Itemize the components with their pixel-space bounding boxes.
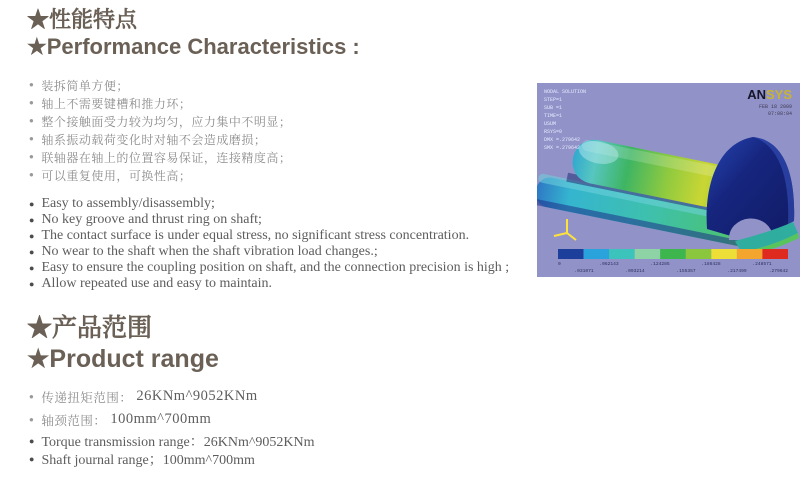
bullet-icon: ● (29, 278, 35, 289)
list-item-text: Easy to assembly/disassembly; (41, 196, 215, 211)
list-item-text: 装拆简单方便； (41, 78, 129, 93)
list-item-text: Allow repeated use and easy to maintain. (41, 276, 272, 291)
list-item (29, 166, 291, 184)
list-item-text: 整个接触面受力较为均匀，应力集中不明显； (41, 114, 292, 129)
list-item-text: The contact surface is under equal stress, no significant stress concentration. (41, 228, 470, 243)
bullet-icon: ● (29, 391, 35, 401)
svg-text:DMX =.279642: DMX =.279642 (544, 137, 581, 143)
list-item (29, 408, 258, 431)
list-item-value: 26KNm^9052KNm (136, 388, 258, 404)
list-item (29, 385, 258, 408)
svg-text:FEB 18 2009: FEB 18 2009 (758, 104, 792, 110)
svg-text:.186428: .186428 (701, 262, 721, 267)
bullet-icon: ● (29, 152, 35, 161)
svg-text:07:08:04: 07:08:04 (767, 111, 792, 117)
svg-text:SMX =.279642: SMX =.279642 (544, 145, 581, 151)
svg-text:TIME=1: TIME=1 (544, 113, 563, 119)
product-range-heading-block (27, 313, 219, 375)
list-item (29, 76, 291, 94)
list-item-text: 轴系振动载荷变化时对轴不会造成磨损； (41, 132, 267, 147)
svg-text:.031071: .031071 (574, 269, 594, 274)
bullet-icon: ● (29, 116, 35, 125)
performance-list-en (29, 196, 509, 292)
svg-text:.279642: .279642 (768, 269, 788, 274)
svg-text:0: 0 (558, 262, 561, 267)
product-range-heading-en: ★Product range (27, 345, 219, 373)
bullet-icon: ● (29, 198, 35, 209)
performance-heading-en: ★Performance Characteristics : (27, 34, 360, 59)
product-range-heading-zh: ★产品范围 (27, 314, 153, 342)
bullet-icon: ● (29, 435, 35, 446)
list-item (29, 94, 291, 112)
performance-heading-block (27, 6, 360, 60)
bullet-icon: ● (29, 262, 35, 273)
svg-text:USUM: USUM (544, 121, 557, 127)
list-item-text: No wear to the shaft when the shaft vibration load changes.; (41, 244, 378, 259)
list-item-text: 联轴器在轴上的位置容易保证，连接精度高； (41, 150, 292, 165)
list-item-text: Torque transmission range：26KNm^9052KNm (41, 435, 315, 450)
product-range-list-zh (29, 385, 258, 431)
bullet-icon: ● (29, 170, 35, 179)
list-item (29, 130, 291, 148)
list-item (29, 432, 315, 450)
list-item (29, 228, 509, 244)
svg-text:SUB =1: SUB =1 (544, 105, 563, 111)
svg-text:.124285: .124285 (650, 262, 670, 267)
svg-text:.093214: .093214 (625, 269, 645, 274)
list-item-label: 轴颈范围： (41, 413, 107, 428)
list-item-text: Easy to ensure the coupling position on shaft, and the connection precision is high ; (41, 260, 510, 275)
svg-text:.062143: .062143 (599, 262, 619, 267)
svg-text:NODAL SOLUTION: NODAL SOLUTION (544, 89, 587, 95)
performance-list-zh (29, 76, 291, 184)
list-item-text: 轴上不需要键槽和推力环； (41, 96, 192, 111)
svg-text:STEP=1: STEP=1 (544, 97, 563, 103)
list-item (29, 196, 509, 212)
list-item-text: Shaft journal range；100mm^700mm (41, 453, 255, 468)
bullet-icon: ● (29, 414, 35, 424)
bullet-icon: ● (29, 453, 35, 464)
contour-colorbar (558, 249, 788, 259)
list-item (29, 450, 315, 468)
list-item (29, 212, 509, 228)
ansys-logo (747, 87, 792, 102)
list-item-label: 传递扭矩范围： (41, 390, 133, 405)
list-item-text: No key groove and thrust ring on shaft; (41, 212, 262, 227)
bullet-icon: ● (29, 246, 35, 257)
svg-text:RSYS=0: RSYS=0 (544, 129, 563, 135)
list-item (29, 260, 509, 276)
bullet-icon: ● (29, 98, 35, 107)
svg-text:.217499: .217499 (727, 269, 747, 274)
svg-text:.248571: .248571 (752, 262, 772, 267)
ansys-simulation-figure (537, 83, 800, 277)
bullet-icon: ● (29, 80, 35, 89)
list-item (29, 112, 291, 130)
bullet-icon: ● (29, 214, 35, 225)
list-item (29, 148, 291, 166)
bullet-icon: ● (29, 134, 35, 143)
svg-text:.155357: .155357 (676, 269, 696, 274)
product-range-list-en (29, 432, 315, 468)
svg-text:ANSYS: ANSYS (747, 87, 792, 102)
list-item (29, 244, 509, 260)
performance-heading-zh: ★性能特点 (27, 7, 138, 32)
list-item-value: 100mm^700mm (110, 411, 212, 427)
bullet-icon: ● (29, 230, 35, 241)
list-item (29, 276, 509, 292)
list-item-text: 可以重复使用，可换性高； (41, 168, 192, 183)
